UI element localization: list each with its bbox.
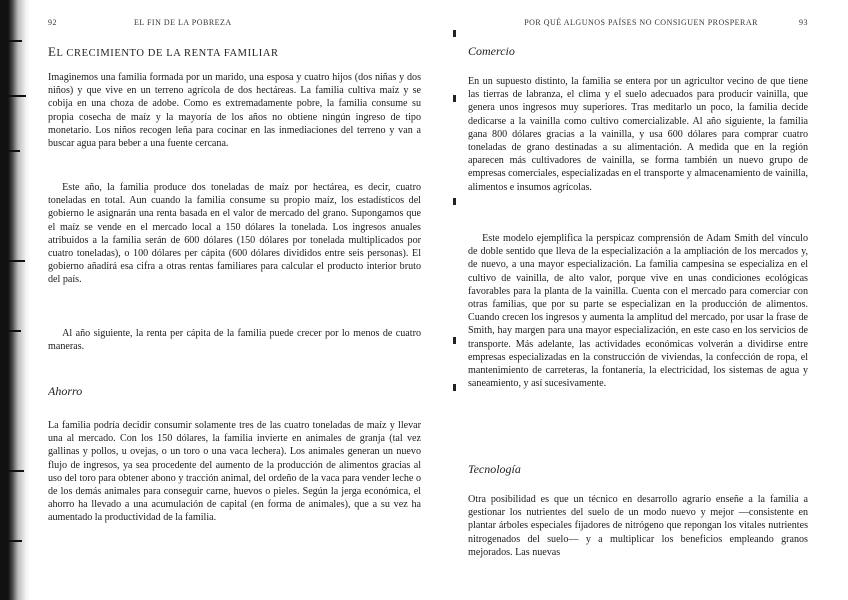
gutter-mark [453,198,456,205]
gutter-mark [453,337,456,344]
scan-artifact [0,95,26,97]
scan-artifact [0,330,21,332]
paragraph: Imaginemos una familia formada por un marido, una esposa y cuatro hijos (dos niñas y dos niños) y que vive en un terreno agrícola de dos hectáreas. La familia cultiva maíz y se cobija en una choza de adobe. Como es extremadamente pobre, la familia consume su propia cosecha de maíz y la mayoría de los años no obtiene ningún ingreso de tipo monetario. Los niños recogen leña para cocinar en las inmediaciones del terreno y van a buscar agua para beber a una fuente cercana. [48,72,421,150]
paragraph: Al año siguiente, la renta per cápita de la familia puede crecer por lo menos de cuatro maneras. [48,328,421,353]
running-head [48,18,421,30]
paragraph: Otra posibilidad es que un técnico en desarrollo agrario enseñe a la familia a gestionar los nutrientes del suelo de un modo nuevo y mejor —consistente en plantar árboles especiales fijadores de nitrógeno que repongan los vitales nutrientes nitrogenados del suelo— y a multiplicar los beneficios empleando granos mejorados. Las nuevas [468,494,808,558]
scan-artifact [0,540,22,542]
scan-artifact [0,470,24,472]
paragraph: Este año, la familia produce dos toneladas de maíz por hectárea, es decir, cuatro toneladas en total. Aun cuando la familia consume su propio maíz, los estadísticos del gobierno le asignarán una renta basada en el valor de mercado del grano. Supongamos que el maíz se vende en el mercado local a 150 dólares la tonelada. Los ingresos anuales atribuidos a la familia serán de 600 dólares (150 dólares por tonelada multiplicados por cuatro toneladas), o 100 dólares per cápita (600 dólares divididos entre seis personas). El gobierno añadirá esa cifra a otras rentas familiares para calcular el producto interior bruto del país. [48,182,421,286]
paragraph: La familia podría decidir consumir solamente tres de las cuatro toneladas de maíz y llevar una al mercado. Con los 150 dólares, la familia invierte en animales de granja (tal vez gallinas y pollos, u ovejas, o un toro o una vaca lechera). Los animales generan un nuevo flujo de ingresos, ya sea procedente del aumento de la producción de alimentos gracias al uso del toro para obtener abono y tracción animal, del ordeño de la vaca para vender leche o de los demás animales para conseguir carne, huevos o pieles. Según la jerga económica, el ahorro ha llevado a una acumulación de capital (en forma de animales), que a su vez ha aumentado la productividad de la familia. [48,420,421,524]
page-number: 93 [799,18,808,27]
book-binding-shadow [0,0,30,600]
scan-artifact [0,40,22,42]
paragraph: Este modelo ejemplifica la perspicaz comprensión de Adam Smith del vínculo de doble sentido que lleva de la especialización a la ampliación de los mercados y, de nuevo, a una mayor especialización. La familia campesina se especializa en el cultivo de vainilla, de alto valor, porque vive en unas condiciones ecológicas favorables para la planta de la vainilla. Cuenta con el mercado para comerciar con otras familias, que por su parte se especializan en la producción de alimentos. Cuando crecen los ingresos y aumenta la amplitud del mercado, por usar la frase de Smith, hay margen para una mayor especialización, en este caso en los servicios de transporte. Más adelante, las actividades económicas volverán a dividirse entre empresas especializadas en la construcción de viviendas, la confección de ropa, el mantenimiento de carreteras, la fontanería, la electricidad, los sistemas de agua y saneamiento, y así sucesivamente. [468,233,808,390]
gutter-mark [453,384,456,391]
paragraph: En un supuesto distinto, la familia se entera por un agricultor vecino de que tiene las tierras de labranza, el clima y el suelo adecuados para producir vainilla, que genera unos ingresos muy superiores. Tras meditarlo un poco, la familia decide dedicarse a la vainilla como cultivo comercializable. Al año siguiente, la familia gana 800 dólares gracias a la vainilla, y usa 600 dólares para comprar cuatro toneladas de grano destinadas a su alimentación. A medida que en la región aparecen más cultivadores de vainilla, se forma también un nuevo grupo de empresas comerciales, especializadas en el transporte y almacenamiento de vainilla, alimentos e insumos agrícolas. [468,76,808,193]
scan-artifact [0,260,25,262]
page-number: 92 [48,18,57,27]
scan-artifact [0,150,20,152]
subsection-heading: Tecnología [468,462,521,476]
gutter-mark [453,30,456,37]
gutter-mark [453,95,456,102]
left-page [48,0,421,600]
subsection-heading: Ahorro [48,384,83,398]
right-page [468,0,808,600]
chapter-title: POR QUÉ ALGUNOS PAÍSES NO CONSIGUEN PROSPERAR [524,18,758,27]
section-title: EL CRECIMIENTO DE LA RENTA FAMILIAR [48,44,279,59]
subsection-heading: Comercio [468,44,515,58]
book-title: EL FIN DE LA POBREZA [134,18,232,27]
running-head [468,18,808,30]
